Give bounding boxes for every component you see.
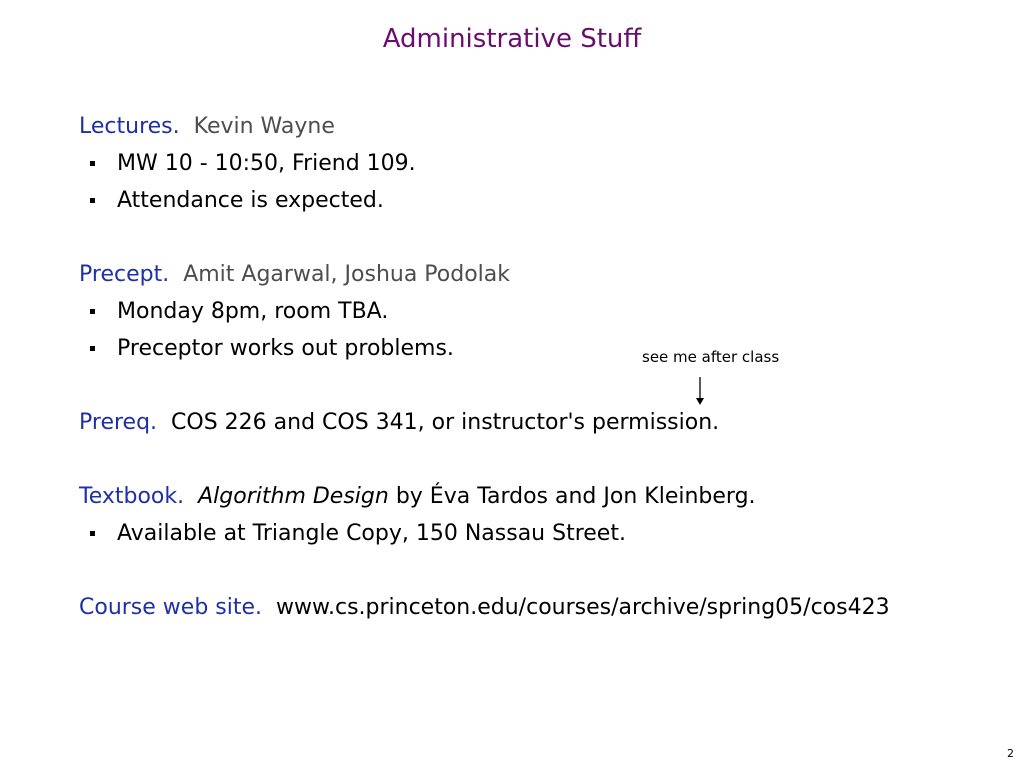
precept-bullet-2 (90, 334, 454, 364)
precept-instructors: Amit Agarwal, Joshua Podolak (183, 262, 511, 287)
textbook-line (79, 482, 756, 512)
bullet-text: Available at Triangle Copy, 150 Nassau Street. (117, 521, 626, 546)
bullet-text: Attendance is expected. (117, 188, 384, 213)
textbook-bullet-1 (90, 519, 626, 549)
textbook-title: Algorithm Design (198, 484, 389, 509)
bullet-text: Preceptor works out problems. (117, 336, 454, 361)
precept-line (79, 260, 510, 290)
annotation-note: see me after class (642, 348, 780, 366)
bullet-square-icon (90, 161, 95, 166)
bullet-text: MW 10 - 10:50, Friend 109. (117, 151, 416, 176)
precept-bullet-1 (90, 297, 388, 327)
lectures-bullet-2 (90, 186, 384, 216)
bullet-text: Monday 8pm, room TBA. (117, 299, 389, 324)
website-url[interactable]: www.cs.princeton.edu/courses/archive/spring05/cos423 (276, 595, 890, 620)
website-line (79, 593, 890, 623)
lectures-bullet-1 (90, 149, 416, 179)
bullet-square-icon (90, 346, 95, 351)
bullet-square-icon (90, 309, 95, 314)
slide-title: Administrative Stuff (382, 24, 642, 54)
bullet-square-icon (90, 198, 95, 203)
lectures-instructor: Kevin Wayne (193, 114, 335, 139)
page-number: 2 (1007, 747, 1014, 760)
textbook-heading: Textbook. (79, 484, 185, 509)
textbook-authors: by Éva Tardos and Jon Kleinberg. (388, 484, 756, 509)
lectures-heading: Lectures. (79, 114, 180, 139)
prereq-line (79, 408, 719, 438)
down-arrow-icon (692, 376, 708, 406)
prereq-detail: COS 226 and COS 341, or instructor's permission. (171, 410, 720, 435)
precept-heading: Precept. (79, 262, 170, 287)
lectures-line (79, 112, 335, 142)
bullet-square-icon (90, 531, 95, 536)
website-heading: Course web site. (79, 595, 263, 620)
prereq-heading: Prereq. (79, 410, 158, 435)
